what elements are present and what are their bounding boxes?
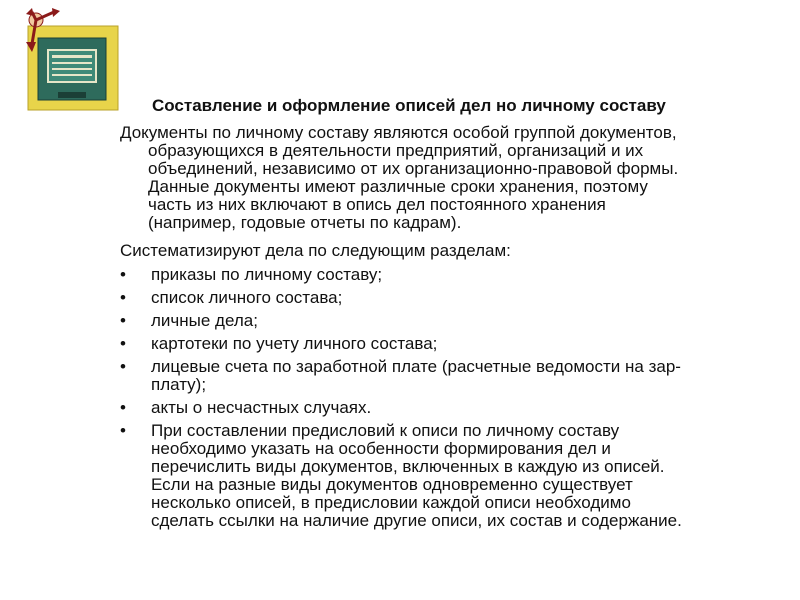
bullet-icon: • bbox=[120, 311, 126, 330]
list-item-text: несколько описей, в предисловии каждой описи необходимо bbox=[151, 493, 631, 512]
bullet-icon: • bbox=[120, 288, 126, 307]
intro-paragraph bbox=[120, 124, 785, 232]
list-item bbox=[120, 289, 785, 307]
list-item-text: картотеки по учету личного состава; bbox=[151, 334, 438, 353]
list-item-text: При составлении предисловий к описи по личному составу bbox=[151, 421, 620, 440]
page-title: Составление и оформление описей дел но личному составу bbox=[152, 96, 666, 115]
intro-line: (например, годовые отчеты по кадрам). bbox=[148, 213, 462, 232]
systematize-heading: Систематизируют дела по следующим разделам: bbox=[120, 241, 511, 260]
intro-rest bbox=[120, 142, 785, 232]
list-item bbox=[120, 399, 785, 417]
list-item-text: плату); bbox=[151, 375, 207, 394]
list-item-text: приказы по личному составу; bbox=[151, 265, 383, 284]
intro-line: объединений, независимо от их организационно-правовой формы. bbox=[148, 159, 679, 178]
sections-list bbox=[120, 266, 785, 535]
list-item bbox=[120, 358, 785, 394]
list-item-text: список личного состава; bbox=[151, 288, 343, 307]
monitor-logo-icon bbox=[18, 8, 128, 118]
list-item bbox=[120, 266, 785, 284]
list-item bbox=[120, 335, 785, 353]
list-item-text: перечислить виды документов, включенных в каждую из описей. bbox=[151, 457, 665, 476]
bullet-icon: • bbox=[120, 421, 126, 440]
list-item-text: лицевые счета по заработной плате (расчетные ведомости на зар- bbox=[151, 357, 681, 376]
bullet-icon: • bbox=[120, 357, 126, 376]
intro-line: часть из них включают в опись дел постоянного хранения bbox=[148, 195, 606, 214]
list-item-text: сделать ссылки на наличие другие описи, их состав и содержание. bbox=[151, 511, 682, 530]
list-item bbox=[120, 312, 785, 330]
list-item-text: Если на разные виды документов одновременно существует bbox=[151, 475, 633, 494]
bullet-icon: • bbox=[120, 265, 126, 284]
list-item bbox=[120, 422, 785, 530]
bullet-icon: • bbox=[120, 334, 126, 353]
list-item-text: личные дела; bbox=[151, 311, 258, 330]
bullet-icon: • bbox=[120, 398, 126, 417]
intro-first-line: Документы по личному составу являются особой группой документов, bbox=[120, 123, 677, 142]
intro-line: Данные документы имеют различные сроки хранения, поэтому bbox=[148, 177, 648, 196]
list-item-text: необходимо указать на особенности формирования дел и bbox=[151, 439, 611, 458]
list-item-text: акты о несчастных случаях. bbox=[151, 398, 372, 417]
intro-line: образующихся в деятельности предприятий, организаций и их bbox=[148, 141, 644, 160]
